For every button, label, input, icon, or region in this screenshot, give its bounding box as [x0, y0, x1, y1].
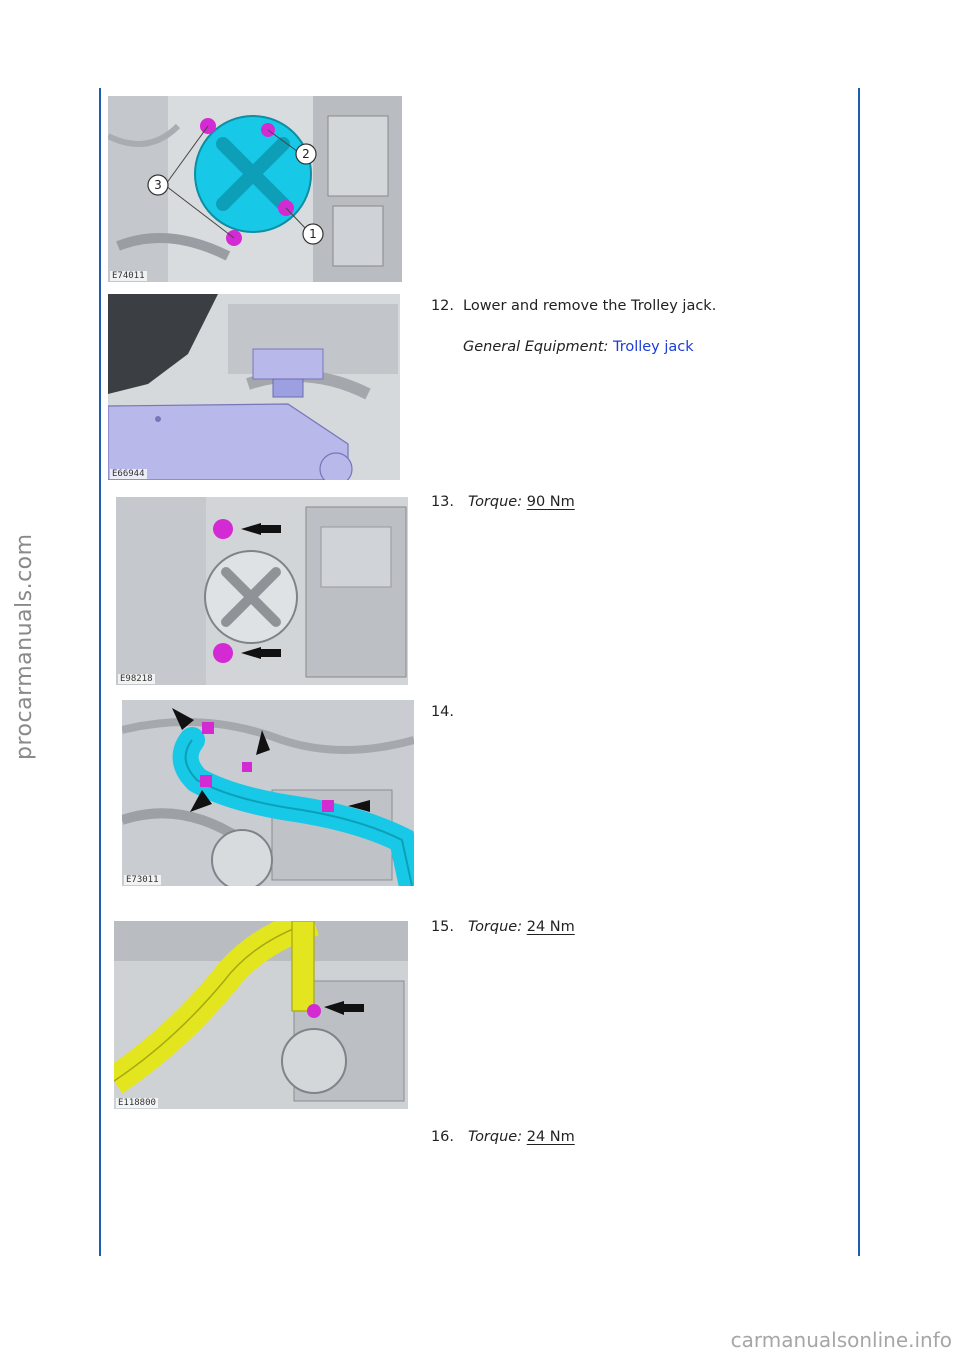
- figure-code: E98218: [120, 674, 153, 684]
- step-number: 14.: [430, 704, 454, 720]
- torque-label: Torque:: [468, 919, 523, 935]
- step-number: 12.: [430, 298, 454, 314]
- figure-e66944: [108, 294, 400, 480]
- svg-text:1: 1: [309, 227, 317, 241]
- torque-spec: [468, 492, 575, 512]
- figure-e118800: [114, 921, 408, 1109]
- step-instruction: Lower and remove the Trolley jack.: [463, 298, 717, 314]
- step-14: [424, 702, 844, 724]
- figure-code: E74011: [112, 271, 145, 281]
- torque-value: 90 Nm: [526, 494, 575, 510]
- step-12: [424, 296, 844, 356]
- svg-text:2: 2: [302, 147, 310, 161]
- figure-code: E73011: [126, 875, 159, 885]
- step-number: 13.: [430, 494, 454, 510]
- trolley-jack-illustration: [108, 294, 400, 480]
- trolley-jack-link[interactable]: Trolley jack: [612, 339, 694, 355]
- figure-code: E118800: [118, 1098, 156, 1108]
- equipment-label: General Equipment:: [463, 339, 609, 355]
- torque-spec: [468, 1127, 575, 1147]
- figure-code: E66944: [112, 469, 145, 479]
- step-16: [424, 1127, 844, 1149]
- engine-cover-illustration: [108, 96, 402, 282]
- figure-e98218: [116, 497, 408, 685]
- step-13: [424, 492, 844, 514]
- step-number: 15.: [430, 919, 454, 935]
- right-margin-rule: [858, 88, 860, 1256]
- step-15: [424, 917, 844, 939]
- pipe-clamps-illustration: [122, 700, 414, 886]
- general-equipment-line: [463, 337, 694, 357]
- side-watermark: procarmanuals.com: [12, 533, 37, 760]
- torque-value: 24 Nm: [526, 1129, 575, 1145]
- figure-e74011: [108, 96, 402, 282]
- left-margin-rule: [99, 88, 101, 1256]
- svg-text:3: 3: [154, 178, 162, 192]
- torque-label: Torque:: [468, 1129, 523, 1145]
- figure-e73011: [122, 700, 414, 886]
- mount-bolts-illustration: [116, 497, 408, 685]
- bottom-watermark: carmanualsonline.info: [730, 1328, 952, 1352]
- torque-spec: [468, 917, 575, 937]
- torque-label: Torque:: [468, 494, 523, 510]
- step-number: 16.: [430, 1129, 454, 1145]
- bracket-bolt-illustration: [114, 921, 408, 1109]
- torque-value: 24 Nm: [526, 919, 575, 935]
